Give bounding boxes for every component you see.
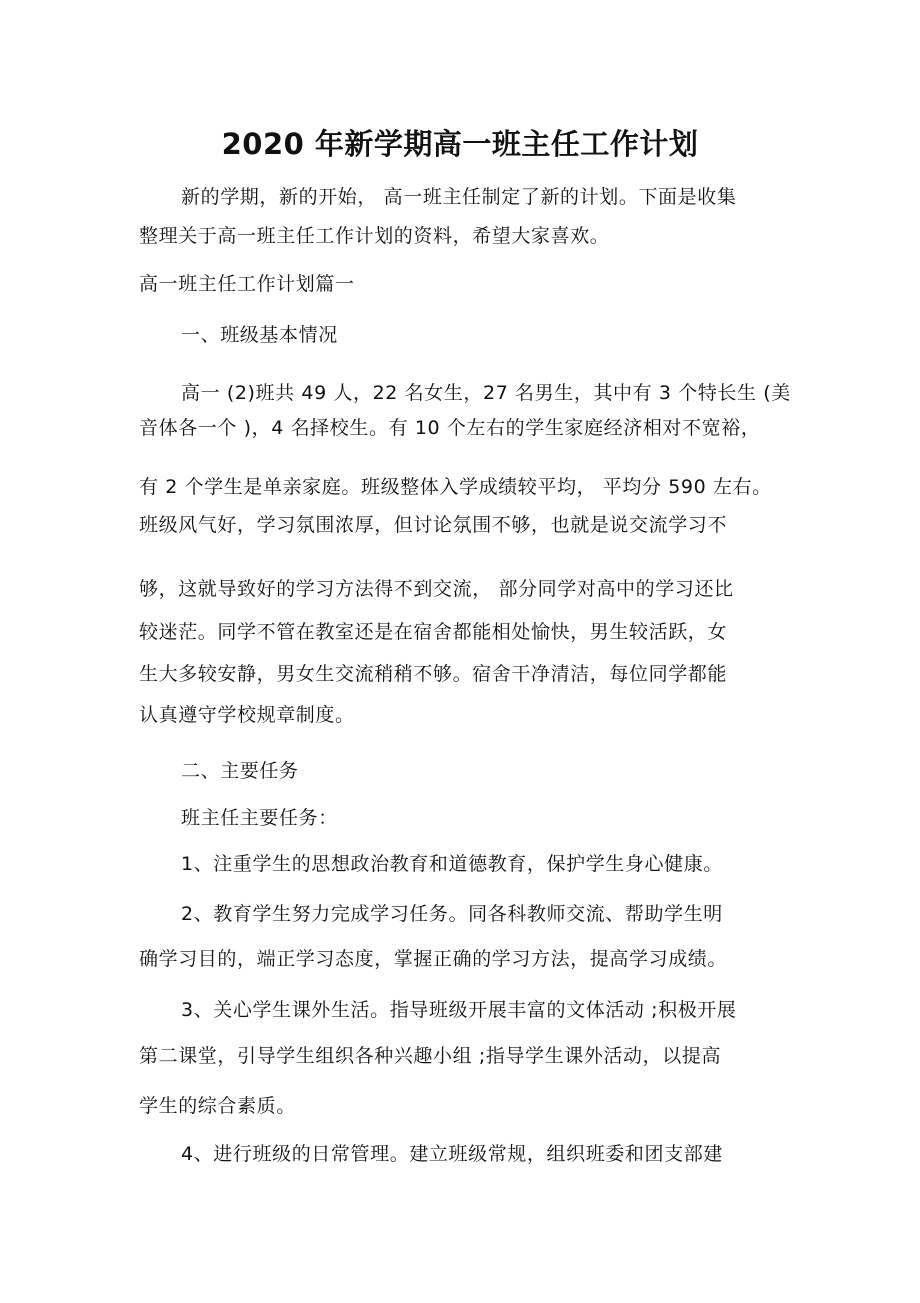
list-item: 4、进行班级的日常管理。建立班级常规，组织班委和团支部建	[181, 1143, 723, 1165]
paragraph-line: 有 2 个学生是单亲家庭。班级整体入学成绩较平均， 平均分 590 左右。	[139, 476, 772, 498]
paragraph-line: 整理关于高一班主任工作计划的资料，希望大家喜欢。	[139, 225, 610, 247]
document-title: 2020 年新学期高一班主任工作计划	[221, 127, 699, 161]
paragraph-line: 第二课堂，引导学生组织各种兴趣小组 ;指导学生课外活动，以提高	[139, 1045, 722, 1067]
section-heading: 二、主要任务	[181, 760, 299, 782]
paragraph-line: 够，这就导致好的学习方法得不到交流， 部分同学对高中的学习还比	[139, 578, 734, 600]
paragraph-line: 高一 (2)班共 49 人，22 名女生，27 名男生，其中有 3 个特长生 (美	[181, 382, 791, 404]
section-heading: 高一班主任工作计划篇一	[139, 273, 355, 295]
paragraph-line: 较迷茫。同学不管在教室还是在宿舍都能相处愉快，男生较活跃，女	[139, 621, 728, 643]
list-item: 3、关心学生课外生活。指导班级开展丰富的文体活动 ;积极开展	[181, 999, 737, 1021]
paragraph-line: 认真遵守学校规章制度。	[139, 704, 355, 726]
paragraph-line: 音体各一个 )，4 名择校生。有 10 个左右的学生家庭经济相对不宽裕，	[139, 417, 761, 439]
paragraph-line: 生大多较安静，男女生交流稍稍不够。宿舍干净清洁，每位同学都能	[139, 663, 728, 685]
paragraph-line: 确学习目的，端正学习态度，掌握正确的学习方法，提高学习成绩。	[139, 948, 728, 970]
list-item: 1、注重学生的思想政治教育和道德教育，保护学生身心健康。	[181, 853, 723, 875]
paragraph-line: 学生的综合素质。	[139, 1095, 296, 1117]
paragraph-line: 新的学期，新的开始， 高一班主任制定了新的计划。下面是收集	[181, 186, 737, 208]
paragraph-line: 班主任主要任务：	[181, 807, 338, 829]
list-item: 2、教育学生努力完成学习任务。同各科教师交流、帮助学生明	[181, 903, 723, 925]
paragraph-line: 班级风气好，学习氛围浓厚，但讨论氛围不够，也就是说交流学习不	[139, 514, 728, 536]
section-heading: 一、班级基本情况	[181, 324, 338, 346]
